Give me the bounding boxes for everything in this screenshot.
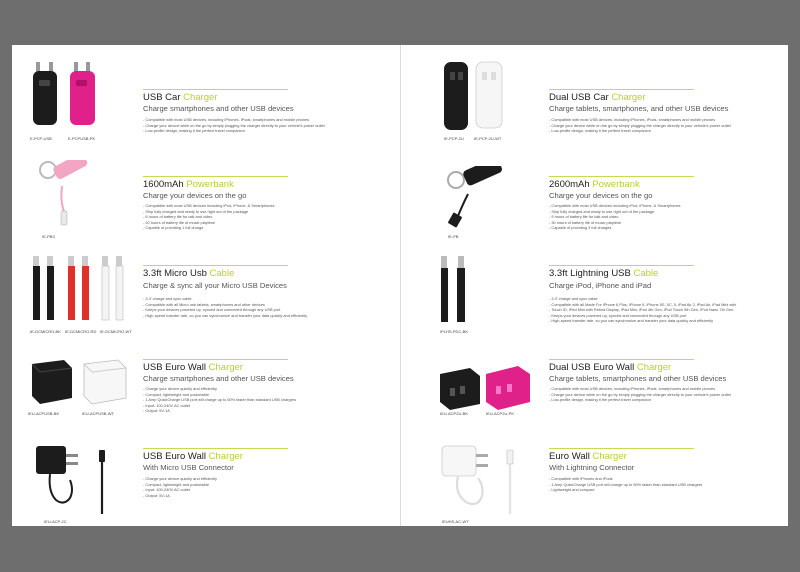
product-title: Dual USB Euro Wall Charger xyxy=(549,362,672,373)
wall-charger-micro-image xyxy=(34,440,114,516)
feature-item: - 6 hours of battery life for talk and video xyxy=(143,214,275,220)
product-title: 3.3ft Lightning USB Cable xyxy=(549,268,659,279)
wall-charger-image xyxy=(28,358,132,408)
product-code: IE-DCMICRO-RD xyxy=(65,329,97,334)
wall-charger-lightning-image xyxy=(438,440,522,516)
feature-list xyxy=(143,117,325,134)
feature-item: - High-speed transfer rate, so you can synchronize and transfer your data quickly and efficiently xyxy=(143,313,307,319)
feature-item: - Compatible with most USB devices including iPod, iPhone, & Smartphones xyxy=(549,203,681,209)
feature-item: - Low-profile design, making it the perfect travel companion xyxy=(549,128,731,134)
product-title: USB Euro Wall Charger xyxy=(143,362,243,373)
title-rule xyxy=(143,265,288,266)
feature-item: - Output: 5V-1A xyxy=(143,408,296,414)
feature-item: - Low-profile design, making it the perfect travel companion xyxy=(549,397,731,403)
feature-list xyxy=(549,476,702,493)
title-rule xyxy=(143,448,288,449)
title-rule xyxy=(143,89,288,90)
feature-item: - Lightweight and compact xyxy=(549,487,702,493)
feature-item: - Output: 5V-1A xyxy=(143,493,217,499)
product-code: IE-DCMICRO-BK xyxy=(30,329,61,334)
feature-item: - 1 Amp QuickCharge USB port will charge up to 50% faster than standard USB chargers xyxy=(143,397,296,403)
feature-item: - 30 hours of battery life of music playtime xyxy=(549,220,681,226)
product-subtitle: With Micro USB Connector xyxy=(143,463,234,472)
product-title: USB Car Charger xyxy=(143,92,218,103)
product-code: IEU-ACPUSB-WT xyxy=(82,411,114,416)
feature-list xyxy=(549,386,731,403)
feature-item: - High-speed transfer rate, so you can synchronize and transfer your data quickly and efficiently xyxy=(549,318,736,324)
feature-item: - Input: 100-240V AC outlet xyxy=(143,487,217,493)
product-code: E-PCPUSB-PK xyxy=(68,136,96,141)
lightning-cable-image xyxy=(438,254,474,326)
feature-item: - Compatible with iPhones and iPods xyxy=(549,476,702,482)
feature-item: - Keeps your devices powered up, synced and connected through any USB port xyxy=(143,307,307,313)
feature-item: - 3.3' charge and sync cable xyxy=(549,296,736,302)
product-code: IEU-ACP2U-BK xyxy=(440,411,469,416)
feature-item: - Compact, lightweight and pocketable xyxy=(143,482,217,488)
product-code: IE-PCP-2U-WT xyxy=(474,136,502,141)
product-code: IEU-ACPUSB-BK xyxy=(28,411,60,416)
feature-item: - Compatible with most USB devices, including iPhones, iPods, smartphones and mobile phones xyxy=(549,117,731,123)
feature-item: - Charge your device quickly and efficiently xyxy=(143,386,296,392)
product-code: IEUHS-AC-WT xyxy=(442,519,469,524)
feature-item: - Compatible with most USB devices, including iPhones, iPods, smartphones and mobile phones xyxy=(143,117,325,123)
product-title: 1600mAh Powerbank xyxy=(143,179,234,190)
feature-item: - Ship fully charged and ready to use right out of the package xyxy=(143,209,275,215)
title-rule xyxy=(549,265,694,266)
product-code: IEU-ACP-2C xyxy=(44,519,67,524)
product-title: USB Euro Wall Charger xyxy=(143,451,243,462)
dual-wall-charger-image xyxy=(436,364,536,414)
product-code: IE-PCP-2U xyxy=(444,136,464,141)
title-rule xyxy=(549,448,694,449)
feature-item: - Input: 100-240V AC outlet xyxy=(143,403,296,409)
feature-item: - Charge your device while on the go by simply plugging the charger directly to your vehicle's power outlet xyxy=(143,123,325,129)
title-rule xyxy=(549,176,694,177)
product-code: IEU-ACP2U-PK xyxy=(486,411,515,416)
micro-usb-cables-image xyxy=(30,252,130,324)
product-code: IE-PB3 xyxy=(42,234,55,239)
feature-list xyxy=(549,117,731,134)
feature-item: - Keeps your devices powered up, synced and connected through any USB port xyxy=(549,313,736,319)
feature-list xyxy=(143,386,296,414)
product-subtitle: Charge iPod, iPhone and iPad xyxy=(549,281,652,290)
product-code: IPLHS-PDC-BK xyxy=(440,329,469,334)
product-title: 3.3ft Micro Usb Cable xyxy=(143,268,235,279)
feature-item: - Capable of providing 3 full charges xyxy=(549,225,681,231)
feature-list xyxy=(549,296,736,324)
product-code: E-PCP-USB xyxy=(30,136,52,141)
feature-item: - 9 hours of battery life for talk and video xyxy=(549,214,681,220)
product-subtitle: Charge smartphones and other USB devices xyxy=(143,374,294,383)
feature-list xyxy=(143,203,275,231)
feature-item: - Low-profile design, making it the perfect travel companion xyxy=(143,128,325,134)
column-divider xyxy=(400,45,401,526)
feature-item: - 20 hours of battery life of music playtime xyxy=(143,220,275,226)
product-subtitle: Charge & sync all your Micro USB Devices xyxy=(143,281,287,290)
title-rule xyxy=(549,89,694,90)
feature-item: - Charge your device while on the go by simply plugging the charger directly to your vehicle's power outlet xyxy=(549,123,731,129)
feature-list xyxy=(143,476,217,498)
feature-item: - Compatible with all Micro usb tablets, smartphones and other devices xyxy=(143,302,307,308)
product-code: IE-DCMICRO-WT xyxy=(100,329,132,334)
feature-item: - Ship fully charged and ready to use right out of the package xyxy=(549,209,681,215)
product-subtitle: Charge tablets, smartphones and other USB devices xyxy=(549,374,727,383)
feature-item: - Touch ID, iPad Mini with Retina Display, iPad Mini, iPad 4th Gen, iPod Touch 5th Gen, iPod Nano 7th Gen. xyxy=(549,307,736,313)
feature-item: - 3.3' charge and sync cable xyxy=(143,296,307,302)
car-charger-image xyxy=(28,62,102,134)
product-subtitle: Charge smartphones and other USB devices xyxy=(143,104,294,113)
feature-item: - Charge your device quickly and efficiently xyxy=(143,476,217,482)
product-subtitle: Charge your devices on the go xyxy=(549,191,653,200)
product-title: Dual USB Car Charger xyxy=(549,92,646,103)
feature-item: - Compatible with most USB devices, including iPhones, iPods, smartphones and mobile phones xyxy=(549,386,731,392)
feature-item: - Compact, lightweight and pocketable xyxy=(143,392,296,398)
feature-item: - Compatible with all Made For iPhone 6 Plus, iPhone 6, iPhone 5S, 5C, 5, iPad Air 2, iPad Air, iPad Mini with xyxy=(549,302,736,308)
title-rule xyxy=(143,176,288,177)
product-subtitle: Charge tablets, smartphones, and other USB devices xyxy=(549,104,729,113)
feature-list xyxy=(549,203,681,231)
product-code: IE-PB xyxy=(448,234,459,239)
feature-item: - 1 Amp QuickCharge USB port will charge up to 50% faster than standard USB chargers xyxy=(549,482,702,488)
title-rule xyxy=(143,359,288,360)
product-title: 2600mAh Powerbank xyxy=(549,179,640,190)
title-rule xyxy=(549,359,694,360)
powerbank-image xyxy=(446,166,504,230)
feature-item: - Compatible with most USB devices including iPod, iPhone, & Smartphones xyxy=(143,203,275,209)
product-subtitle: Charge your devices on the go xyxy=(143,191,247,200)
feature-item: - Capable of providing 1 full charge xyxy=(143,225,275,231)
powerbank-image xyxy=(38,160,88,230)
feature-list xyxy=(143,296,307,318)
dual-car-charger-image xyxy=(438,58,508,134)
product-title: Euro Wall Charger xyxy=(549,451,627,462)
feature-item: - Charge your device while on the go by simply plugging the charger directly to your vehicle's power outlet xyxy=(549,392,731,398)
product-subtitle: With Lightning Connector xyxy=(549,463,635,472)
